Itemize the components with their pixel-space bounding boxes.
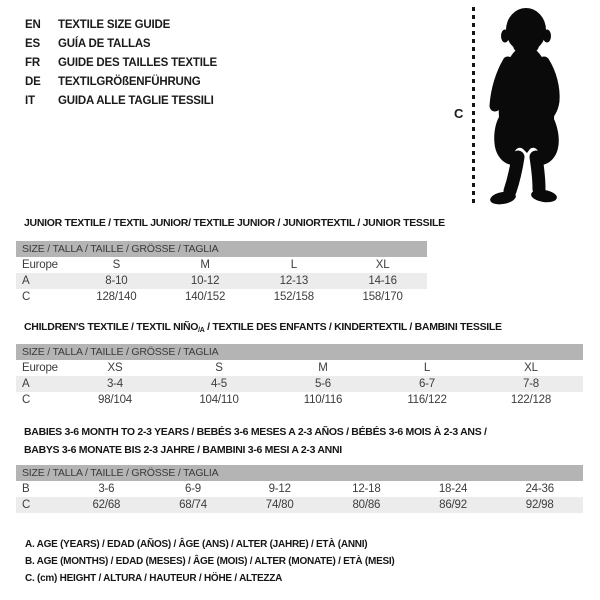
junior-size-table <box>16 241 427 305</box>
children-title-post: / TEXTILE DES ENFANTS / KINDERTEXTIL / BAMBINI TESSILE <box>204 321 502 333</box>
language-header <box>25 15 217 110</box>
size-cell: 8-10 <box>105 275 128 287</box>
footnote-c: C. (cm) HEIGHT / ALTURA / HAUTEUR / HÖHE / ALTEZZA <box>25 573 283 584</box>
size-header-band: SIZE / TALLA / TAILLE / GRÖSSE / TAGLIA <box>16 465 583 481</box>
size-cell: 74/80 <box>265 499 294 511</box>
babies-title-line1: BABIES 3-6 MONTH TO 2-3 YEARS / BEBÉS 3-6 MESES A 2-3 AÑOS / BÉBÉS 3-6 MOIS À 2-3 ANS / <box>24 426 487 438</box>
children-title-pre: CHILDREN'S TEXTILE / TEXTIL NIÑO <box>24 321 199 333</box>
size-cell: 92/98 <box>525 499 554 511</box>
lang-label: TEXTILE SIZE GUIDE <box>58 18 171 31</box>
toddler-silhouette-icon <box>481 5 571 207</box>
footnote-a: A. AGE (YEARS) / EDAD (AÑOS) / ÂGE (ANS) / ALTER (JAHRE) / ETÀ (ANNI) <box>25 539 368 550</box>
table-row-c <box>16 392 583 408</box>
size-cell: S <box>215 362 223 374</box>
size-cell: 86/92 <box>439 499 467 511</box>
babies-title-line2: BABYS 3-6 MONATE BIS 2-3 JAHRE / BAMBINI 3-6 MESI A 2-3 ANNI <box>24 443 342 456</box>
row-label: B <box>22 483 30 495</box>
size-cell: 18-24 <box>438 483 468 495</box>
size-cell: 12-13 <box>279 275 309 287</box>
size-cell: 7-8 <box>522 378 540 390</box>
children-size-table <box>16 344 583 408</box>
size-cell: L <box>423 362 431 374</box>
size-cell: L <box>290 259 297 271</box>
lang-row-es <box>25 34 217 53</box>
table-row-c <box>16 497 583 513</box>
table-row-a <box>16 376 583 392</box>
row-label: C <box>22 499 31 511</box>
table-row-b <box>16 481 583 497</box>
size-cell: M <box>200 259 210 271</box>
lang-label: TEXTILGRÖßENFÜHRUNG <box>58 75 201 88</box>
lang-code: ES <box>25 37 40 50</box>
size-header-band: SIZE / TALLA / TAILLE / GRÖSSE / TAGLIA <box>16 241 427 257</box>
row-label: Europe <box>22 259 58 271</box>
size-cell: 9-12 <box>268 483 291 495</box>
children-section-title <box>24 321 502 333</box>
babies-size-table <box>16 465 583 513</box>
size-cell: 12-18 <box>352 483 381 495</box>
lang-label: GUIDE DES TAILLES TEXTILE <box>58 56 217 69</box>
row-label: A <box>22 378 30 390</box>
height-measure-dashed-line <box>472 7 475 207</box>
size-cell: 110/116 <box>303 394 343 406</box>
size-cell: 3-6 <box>98 483 115 495</box>
size-cell: 24-36 <box>525 483 554 495</box>
size-cell: M <box>318 362 328 374</box>
footnote-b: B. AGE (MONTHS) / EDAD (MESES) / ÂGE (MOIS) / ALTER (MONATE) / ETÀ (MESI) <box>25 556 395 567</box>
table-row-c <box>16 289 427 305</box>
table-row-a <box>16 273 427 289</box>
footnotes <box>25 536 395 587</box>
lang-code: DE <box>25 75 41 88</box>
lang-label: GUÍA DE TALLAS <box>58 37 151 50</box>
size-cell: 116/122 <box>407 394 447 406</box>
height-measure-label: C <box>454 106 464 121</box>
size-cell: 10-12 <box>190 275 220 287</box>
table-row-europe <box>16 360 583 376</box>
lang-row-it <box>25 91 217 110</box>
row-label: C <box>22 291 31 303</box>
size-cell: 104/110 <box>199 394 239 406</box>
lang-code: FR <box>25 56 40 69</box>
size-cell: 80/86 <box>352 499 381 511</box>
size-cell: 68/74 <box>179 499 207 511</box>
size-cell: 3-4 <box>106 378 124 390</box>
size-cell: XS <box>107 362 123 374</box>
junior-section-title: JUNIOR TEXTILE / TEXTIL JUNIOR/ TEXTILE JUNIOR / JUNIORTEXTIL / JUNIOR TESSILE <box>24 217 445 229</box>
size-cell: 6-7 <box>418 378 436 390</box>
size-cell: 158/170 <box>362 291 403 303</box>
row-label: A <box>22 275 30 287</box>
size-cell: S <box>112 259 121 271</box>
row-label: Europe <box>22 362 58 374</box>
size-cell: 14-16 <box>368 275 397 287</box>
size-header-band: SIZE / TALLA / TAILLE / GRÖSSE / TAGLIA <box>16 344 583 360</box>
size-cell: 6-9 <box>184 483 202 495</box>
lang-code: IT <box>25 94 35 107</box>
size-cell: XL <box>375 259 390 271</box>
row-label: C <box>22 394 31 406</box>
babies-section-title <box>24 424 487 459</box>
lang-row-en <box>25 15 217 34</box>
lang-code: EN <box>25 18 41 31</box>
size-cell: 4-5 <box>210 378 228 390</box>
size-cell: 62/68 <box>92 499 121 511</box>
size-cell: 140/152 <box>185 291 226 303</box>
size-cell: XL <box>524 362 538 374</box>
size-cell: 128/140 <box>96 291 137 303</box>
size-cell: 122/128 <box>510 394 552 406</box>
table-row-europe <box>16 257 427 273</box>
size-cell: 152/158 <box>273 291 314 303</box>
size-cell: 98/104 <box>98 394 132 406</box>
lang-label: GUIDA ALLE TAGLIE TESSILI <box>58 94 214 107</box>
lang-row-fr <box>25 53 217 72</box>
lang-row-de <box>25 72 217 91</box>
children-title-subscript: /A <box>198 327 205 334</box>
size-cell: 5-6 <box>314 378 332 390</box>
